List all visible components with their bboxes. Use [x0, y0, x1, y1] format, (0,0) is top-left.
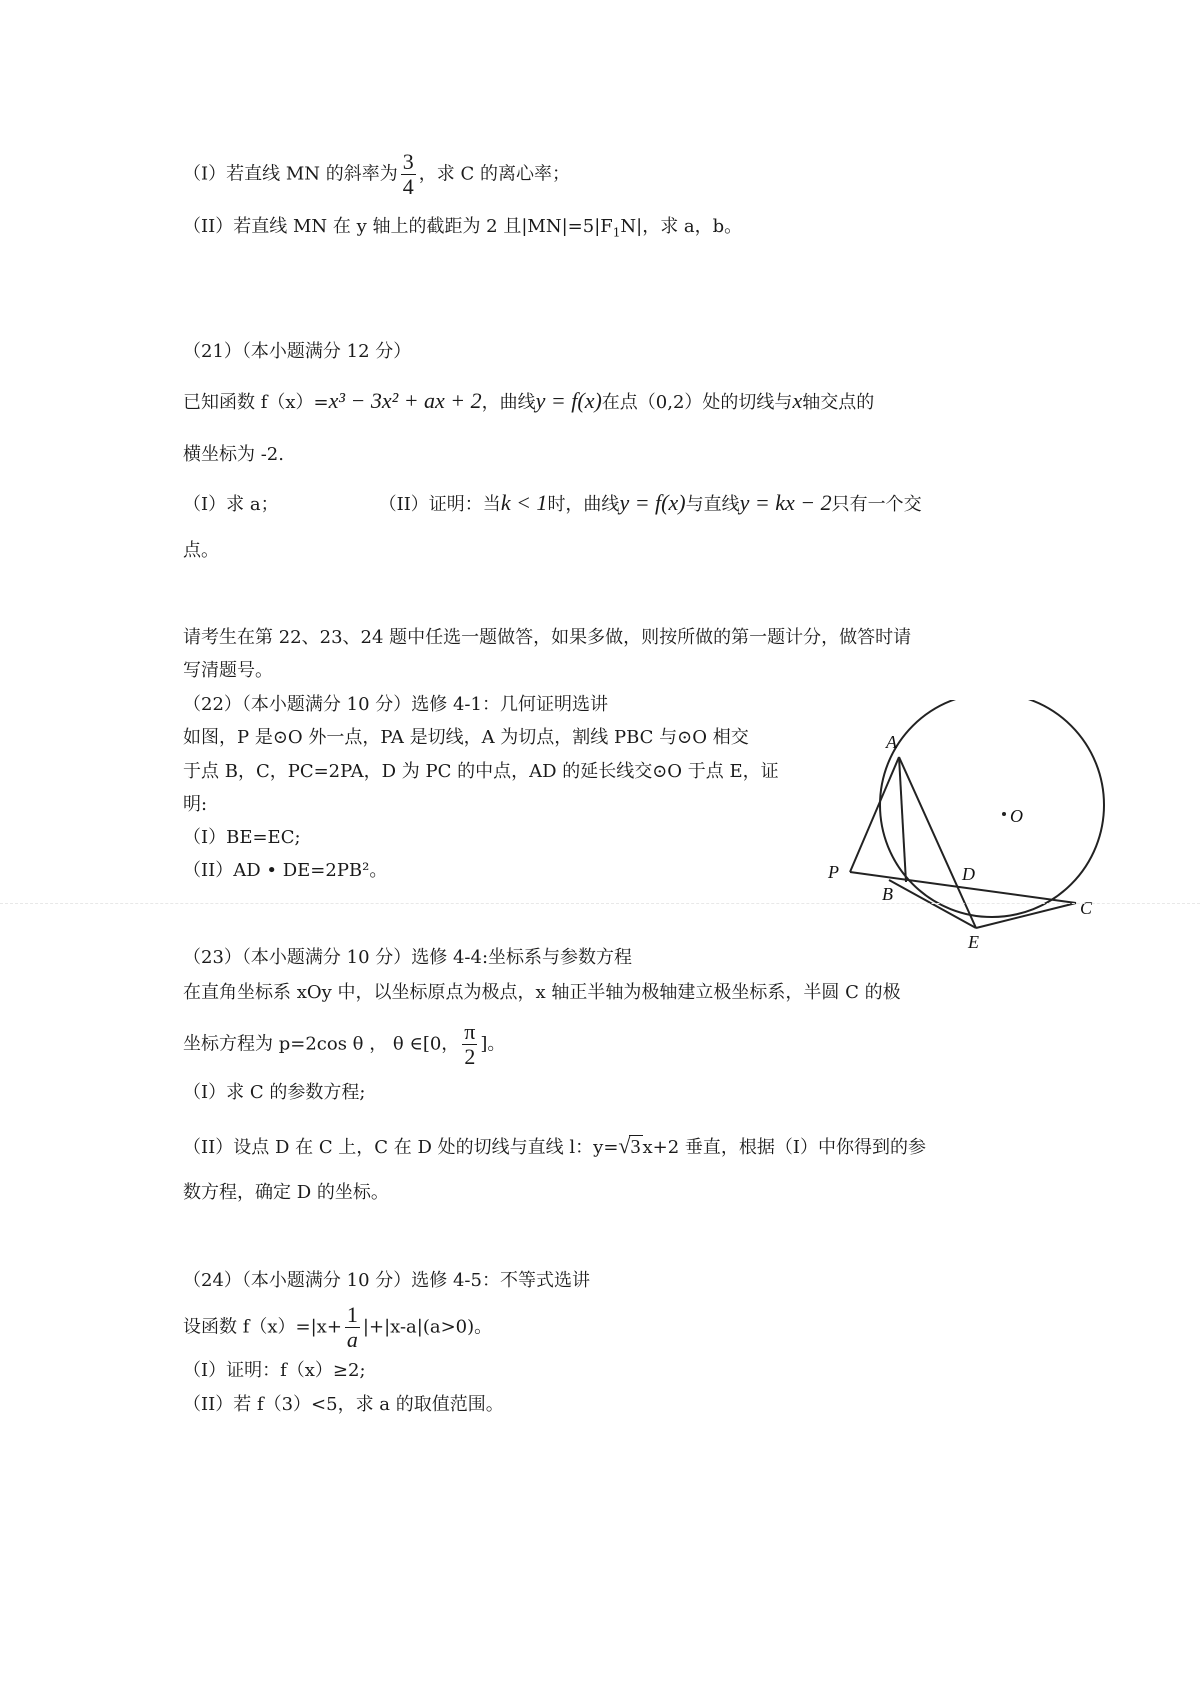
- q22-part1: （I）BE=EC;: [183, 827, 301, 848]
- fraction-denominator: 2: [464, 1044, 476, 1069]
- q20-part1: [183, 150, 570, 199]
- q23-part2-text: （II）设点 D 在 C 上，C 在 D 处的切线与直线 l：y=: [183, 1137, 619, 1158]
- q21-part2-end: 只有一个交: [831, 494, 922, 515]
- q20-part2-text: （II）若直线 MN 在 y 轴上的截距为 2 且|MN|=5|F: [183, 216, 613, 237]
- sqrt-radicand: 3: [630, 1136, 641, 1158]
- circle-o: [880, 700, 1104, 917]
- q21-part2-mid2: 与直线: [685, 494, 740, 515]
- label-e: E: [968, 932, 979, 950]
- q21-part2-continued: 点。: [183, 540, 219, 561]
- q20-part2-tail: N|，求 a，b。: [620, 216, 743, 237]
- pi-over-two-fraction: [462, 1020, 477, 1069]
- q20-part1-text: （I）若直线 MN 的斜率为: [183, 163, 398, 185]
- q22-header: （22）（本小题满分 10 分）选修 4-1：几何证明选讲: [183, 694, 608, 715]
- page-divider: [0, 903, 1200, 904]
- circle-geometry-figure: [810, 700, 1130, 950]
- q21-line2: 横坐标为 -2.: [183, 444, 284, 465]
- q23-line2-tail: ]。: [480, 1033, 506, 1055]
- q24-line1-tail: |+|x-a|(a>0)。: [362, 1316, 493, 1338]
- slope-fraction: [401, 150, 416, 199]
- q21-line1-mid: ，曲线: [481, 392, 536, 413]
- q23-part2-tail: x+2 垂直，根据（I）中你得到的参: [642, 1137, 927, 1158]
- q23-header: （23）（本小题满分 10 分）选修 4-4:坐标系与参数方程: [183, 947, 633, 968]
- q24-line1: [183, 1303, 492, 1352]
- q22-line1: 如图，P 是⊙O 外一点，PA 是切线，A 为切点，割线 PBC 与⊙O 相交: [183, 727, 749, 748]
- instruction-line2: 写清题号。: [183, 660, 273, 681]
- curve-expression-2: y = f(x): [619, 490, 686, 515]
- curve-expression: y = f(x): [535, 388, 602, 413]
- fraction-denominator: 4: [402, 174, 414, 199]
- q21-part1: （I）求 a；: [183, 494, 279, 515]
- q23-line2: [183, 1020, 505, 1069]
- q24-line1-text: 设函数 f（x）=|x+: [183, 1316, 342, 1338]
- one-over-a-fraction: [345, 1303, 360, 1352]
- q24-header: （24）（本小题满分 10 分）选修 4-5：不等式选讲: [183, 1270, 590, 1291]
- segment-ab: [899, 757, 906, 882]
- segment-ec: [976, 903, 1076, 928]
- q21-line1-post: 在点（0,2）处的切线与: [601, 392, 793, 413]
- function-expression: x³ − 3x² + ax + 2: [328, 388, 482, 413]
- q22-line3: 明:: [183, 794, 208, 815]
- q21-parts: [183, 490, 922, 518]
- q21-line1-text: 已知函数 f（x）=: [183, 392, 329, 413]
- q22-part2: （II）AD • DE=2PB²。: [183, 860, 388, 881]
- sqrt-sign: √: [618, 1133, 631, 1158]
- label-o: O: [1010, 806, 1023, 826]
- center-dot: [1002, 812, 1006, 816]
- label-d: D: [962, 864, 975, 884]
- fraction-numerator: π: [464, 1019, 476, 1044]
- q22-line2: 于点 B，C，PC=2PA，D 为 PC 的中点，AD 的延长线交⊙O 于点 E，证: [183, 761, 779, 782]
- subscript: 1: [612, 225, 621, 240]
- q23-line1: 在直角坐标系 xOy 中，以坐标原点为极点，x 轴正半轴为极轴建立极坐标系，半圆 C 的极: [183, 982, 901, 1003]
- q21-part2-text: （II）证明：当: [378, 494, 501, 515]
- q20-part1-tail: ，求 C 的离心率；: [418, 163, 570, 185]
- label-c: C: [1080, 898, 1093, 918]
- q21-part2-mid1: 时，曲线: [547, 494, 620, 515]
- label-a: A: [886, 732, 897, 752]
- q23-part1: （I）求 C 的参数方程;: [183, 1082, 366, 1103]
- q23-part2-continued: 数方程，确定 D 的坐标。: [183, 1182, 389, 1203]
- label-b: B: [882, 884, 893, 904]
- q24-part1: （I）证明：f（x）≥2;: [183, 1360, 366, 1381]
- q24-part2: （II）若 f（3）<5，求 a 的取值范围。: [183, 1394, 504, 1415]
- line-expression: y = kx − 2: [739, 490, 832, 515]
- x-variable: x: [792, 388, 803, 413]
- q23-line2-text: 坐标方程为 p=2cos θ ， θ ∈[0，: [183, 1033, 460, 1055]
- q20-part2: [183, 214, 742, 246]
- q23-part2: [183, 1133, 926, 1161]
- label-p: P: [828, 862, 839, 882]
- instruction-line1: 请考生在第 22、23、24 题中任选一题做答，如果多做，则按所做的第一题计分，做答时请: [183, 627, 912, 648]
- fraction-denominator: a: [346, 1327, 358, 1352]
- q21-line1-end: 轴交点的: [802, 392, 875, 413]
- q21-line1: [183, 388, 874, 416]
- fraction-numerator: 3: [402, 149, 414, 174]
- k-condition: k < 1: [500, 490, 548, 515]
- q21-header: （21）（本小题满分 12 分）: [183, 341, 412, 362]
- fraction-numerator: 1: [346, 1302, 358, 1327]
